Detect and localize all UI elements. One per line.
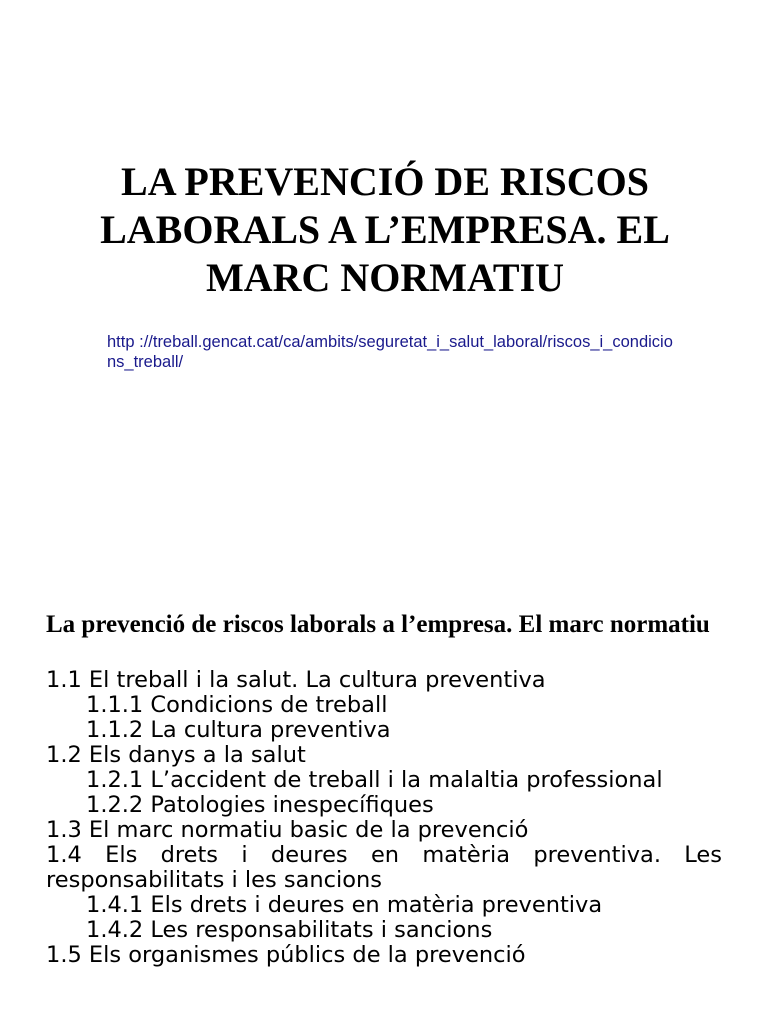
toc-subitem: 1.4.1 Els drets i deures en matèria preventiva — [86, 892, 603, 918]
toc-subitem: 1.4.2 Les responsabilitats i sancions — [86, 917, 493, 943]
toc-list — [46, 668, 722, 968]
toc-subitem: 1.2.2 Patologies inespecífiques — [86, 792, 434, 818]
slide-title: LA PREVENCIÓ DE RISCOS LABORALS A L’EMPRESA. EL MARC NORMATIU — [100, 159, 670, 300]
toc-heading: La prevenció de riscos laborals a l’empresa. El marc normatiu — [46, 611, 710, 638]
toc-item: 1.4 Els drets i deures en matèria preventiva. Les responsabilitats i les sancions — [46, 842, 722, 893]
toc-item: 1.3 El marc normatiu basic de la prevenció — [46, 817, 529, 843]
toc-item: 1.1 El treball i la salut. La cultura preventiva — [46, 667, 546, 693]
toc-item: 1.5 Els organismes públics de la prevenció — [46, 942, 526, 968]
toc-item: 1.2 Els danys a la salut — [46, 742, 306, 768]
toc-subitem: 1.2.1 L’accident de treball i la malaltia professional — [86, 767, 663, 793]
source-link[interactable]: http ://treball.gencat.cat/ca/ambits/seguretat_i_salut_laboral/riscos_i_condicions_treball/ — [107, 333, 673, 371]
toc-subitem: 1.1.1 Condicions de treball — [86, 692, 388, 718]
toc-subitem: 1.1.2 La cultura preventiva — [86, 717, 391, 743]
table-of-contents — [46, 610, 722, 968]
